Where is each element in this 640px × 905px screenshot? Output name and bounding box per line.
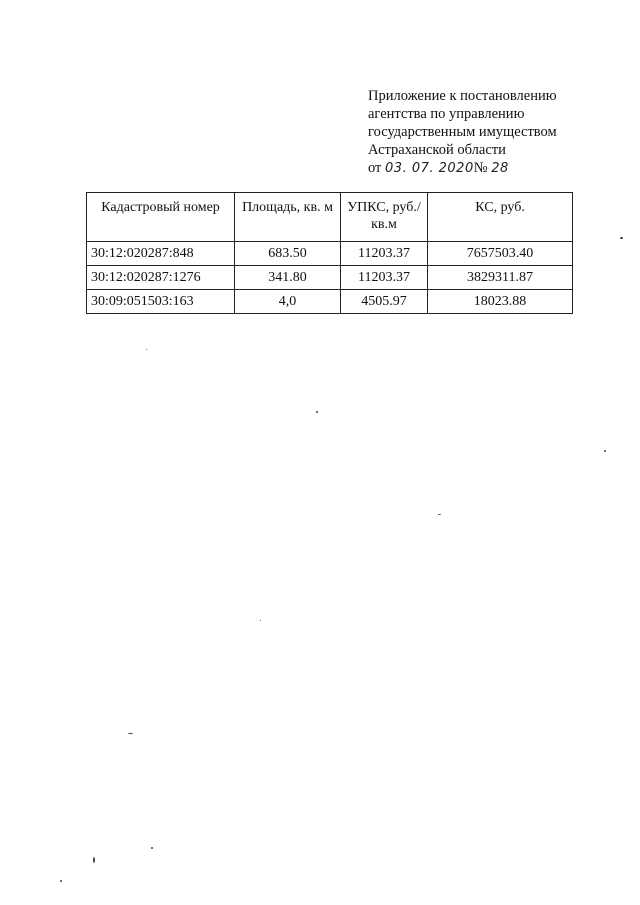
scan-speck bbox=[93, 857, 95, 863]
header-upks: УПКС, руб./кв.м bbox=[340, 193, 427, 242]
cell-ks: 3829311.87 bbox=[428, 266, 573, 290]
handwritten-date: 03. 07. 2020 bbox=[385, 161, 474, 176]
scan-speck bbox=[260, 620, 261, 621]
header-line-4: Астраханской области bbox=[368, 142, 506, 158]
cell-upks: 11203.37 bbox=[340, 242, 427, 266]
cell-cadastral-number: 30:12:020287:848 bbox=[87, 242, 235, 266]
cell-area: 4,0 bbox=[235, 290, 341, 314]
handwritten-number: 28 bbox=[491, 161, 509, 176]
cell-area: 683.50 bbox=[235, 242, 341, 266]
cell-ks: 7657503.40 bbox=[428, 242, 573, 266]
header-line-1: Приложение к постановлению bbox=[368, 88, 557, 104]
scan-speck bbox=[151, 847, 153, 849]
scan-speck bbox=[604, 450, 606, 452]
scan-speck bbox=[316, 411, 318, 413]
cell-upks: 11203.37 bbox=[340, 266, 427, 290]
cell-cadastral-number: 30:12:020287:1276 bbox=[87, 266, 235, 290]
table-row bbox=[87, 242, 573, 266]
cadastral-value-table bbox=[86, 192, 573, 314]
cell-ks: 18023.88 bbox=[428, 290, 573, 314]
scan-speck bbox=[438, 514, 441, 515]
header-area: Площадь, кв. м bbox=[235, 193, 341, 242]
scan-speck bbox=[60, 880, 62, 882]
cell-upks: 4505.97 bbox=[340, 290, 427, 314]
table-header-row bbox=[87, 193, 573, 242]
number-prefix: № bbox=[473, 160, 488, 176]
scan-speck bbox=[128, 733, 133, 734]
date-prefix: от bbox=[368, 160, 382, 176]
header-ks: КС, руб. bbox=[428, 193, 573, 242]
scan-speck bbox=[146, 349, 147, 350]
appendix-header bbox=[368, 87, 628, 178]
header-line-2: агентства по управлению bbox=[368, 106, 525, 122]
table-row bbox=[87, 290, 573, 314]
cell-cadastral-number: 30:09:051503:163 bbox=[87, 290, 235, 314]
header-date-line bbox=[368, 159, 628, 178]
cell-area: 341.80 bbox=[235, 266, 341, 290]
header-cadastral-number: Кадастровый номер bbox=[87, 193, 235, 242]
scan-speck bbox=[620, 237, 623, 239]
header-line-3: государственным имуществом bbox=[368, 124, 557, 140]
table-row bbox=[87, 266, 573, 290]
